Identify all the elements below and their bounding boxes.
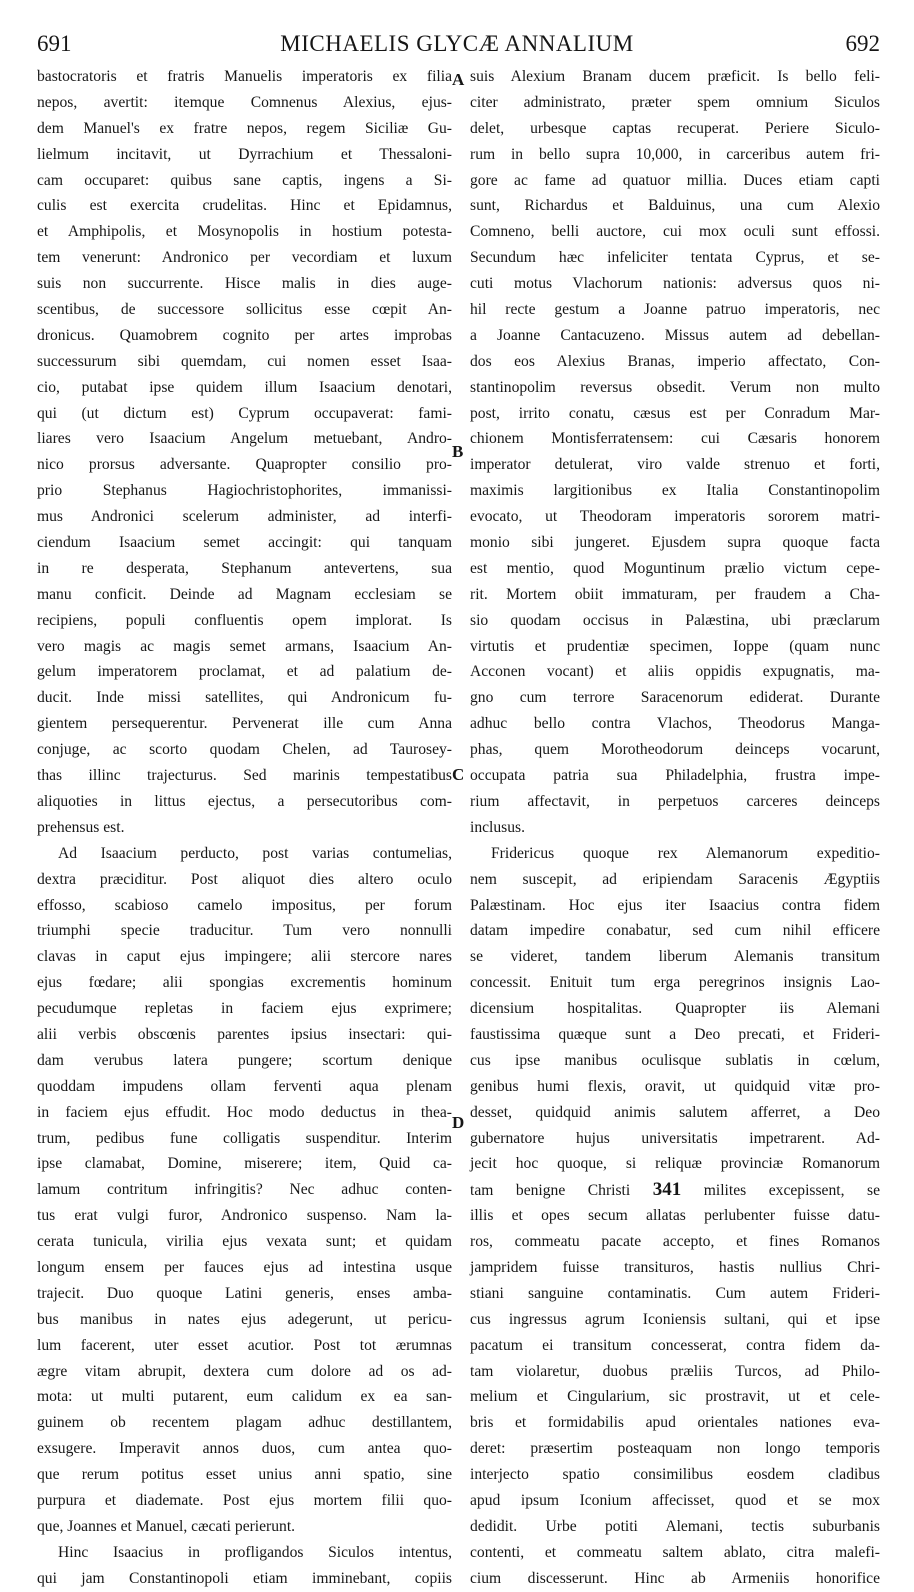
text-line: delet, urbesque captas recuperat. Periere Siculo- <box>470 119 880 137</box>
text-line: alii verbis obscœnis parentes ipsius insectari: qui- <box>37 1025 452 1043</box>
text-line: dextra præciditur. Post aliquot dies altero oculo <box>37 870 452 888</box>
text-line: manu conficit. Deinde ad Magnam ecclesiam se <box>37 585 452 603</box>
text-line: occupata patria sua Philadelphia, frustra impe- <box>470 767 880 785</box>
text-line: lielmum incitavit, ut Dyrrachium et Thessaloni- <box>37 145 452 163</box>
text-line: datam impedire conabatur, sed cum nihil efficere <box>470 922 880 940</box>
text-line: inclusus. <box>470 818 526 836</box>
text-line: desset, quidquid animis salutem afferret, a Deo <box>470 1103 880 1121</box>
text-line: bus manibus in nates ejus adegerunt, ut pericu- <box>37 1310 452 1328</box>
text-line: deret: præsertim posteaquam non longo temporis <box>470 1440 880 1458</box>
text-line: ducit. Inde missi satellites, qui Andronicum fu- <box>37 689 452 707</box>
text-line: contenti, et commeatu saltem ablato, citra malefi- <box>470 1543 880 1561</box>
text-line: stiani sanguine contaminatis. Cum autem Frideri- <box>470 1284 880 1302</box>
text-line: maximis largitionibus ex Italia Constantinopolim <box>470 482 880 500</box>
text-line: phas, quem Morotheodorum deinceps vocarunt, <box>470 741 880 759</box>
text-line: stantinopolim reversus obsedit. Verum non multo <box>470 378 880 396</box>
text-line: Palæstinam. Hoc ejus iter Isaacius contra fidem <box>470 896 880 914</box>
text-line: dos eos Alexius Branas, imperio affectato, Con- <box>470 352 880 370</box>
text-line: cerata tunicula, virilia ejus vexata sunt; et quidam <box>37 1233 452 1251</box>
right-column <box>470 64 880 1592</box>
text-line: cio, putabat ipse quidem illum Isaacium denotari, <box>37 378 452 396</box>
text-line: rum in bello supra 10,000, in carceribus autem fri- <box>470 145 880 163</box>
text-line: culis est exercita crudelitas. Hinc et Epidamnus, <box>37 197 452 215</box>
text-line: exsugere. Imperavit annos duos, cum antea quo- <box>37 1440 452 1458</box>
text-line: ipse clamabat, Domine, miserere; item, Quid ca- <box>37 1155 452 1173</box>
line-text: tam benigne Christi <box>470 1182 631 1200</box>
line-text-tail: milites excepissent, se <box>703 1182 881 1200</box>
text-line: est mentio, quod Moguntinum prælio victum cepe- <box>470 559 880 577</box>
text-line: imperator detulerat, viro valde strenuo et forti, <box>470 456 880 474</box>
text-line: successurum sibi quemdam, cui nomen esset Isaa- <box>37 352 452 370</box>
text-line: illis et opes secum allatas perlubenter fuisse datu- <box>470 1207 880 1225</box>
text-line: lum facerent, uter esset acutior. Post tot ærumnas <box>37 1336 452 1354</box>
text-line: clavas in caput ejus impingere; alii stercore nares <box>37 948 452 966</box>
text-line: gientem persequerentur. Pervenerat ille cum Anna <box>37 715 452 733</box>
text-line: chionem Montisferratensem: cui Cæsaris honorem <box>470 430 880 448</box>
text-line: suis non succurrente. Hisce malis in dies auge- <box>37 275 452 293</box>
text-line: evocato, ut Theodoram imperatoris sororem matri- <box>470 508 880 526</box>
text-line: trajecit. Duo quoque Latini generis, enses amba- <box>37 1284 452 1302</box>
text-line: lamum contritum infringitis? Nec adhuc conten- <box>37 1181 452 1199</box>
text-line: sio quodam occisus in Palæstina, ubi præclarum <box>470 611 880 629</box>
text-line: apud ipsum Iconium affecisset, quod et se mox <box>470 1491 880 1509</box>
text-line: ejus fœdare; alii spongias excrementis hominum <box>37 974 452 992</box>
text-line: jampridem fuisse transituros, hastis nullius Chri- <box>470 1258 880 1276</box>
page-number-left: 691 <box>37 31 72 56</box>
text-line: nem suscepit, ad eripiendam Saracenis Ægyptiis <box>470 870 880 888</box>
running-title: MICHAELIS GLYCÆ ANNALIUM <box>280 31 634 56</box>
text-line: recipiens, populi confluentis opem implorat. Is <box>37 611 452 629</box>
text-line: dronicus. Quamobrem cognito per artes improbas <box>37 326 452 344</box>
text-line: cam occuparet: quibus sane captis, ingens a Si- <box>37 171 452 189</box>
text-line: faustissima quæque sunt a Deo precati, et Frideri- <box>470 1025 880 1043</box>
margin-marker-d: D <box>452 1113 465 1132</box>
text-line: longum ensem per fauces ejus ad intestina usque <box>37 1258 452 1276</box>
text-line: Ad Isaacium perducto, post varias contumelias, <box>58 844 452 862</box>
left-column <box>37 64 452 1592</box>
text-line: genibus humi flexis, oravit, ut quidquid vitæ pro- <box>470 1077 880 1095</box>
text-line: sunt, Richardus et Balduinus, una cum Alexio <box>470 197 880 215</box>
text-line: cium discesserunt. Hinc ab Armeniis honorifice <box>470 1569 880 1587</box>
text-line <box>470 1177 880 1203</box>
text-line: Hinc Isaacius in profligandos Siculos intentus, <box>58 1543 452 1561</box>
text-line: pacatum ei transitum concesserat, contra fidem da- <box>470 1336 880 1354</box>
text-line: virtutis et prudentiæ specimen, Ioppe (quam nunc <box>470 637 880 655</box>
text-line: vero magis ac magis semet armans, Isaacium An- <box>37 637 452 655</box>
text-line: tem venerunt: Andronico per vecordiam et luxum <box>37 249 452 267</box>
text-line: triumphi specie traducitur. Tum vero nonnulli <box>37 922 452 940</box>
text-line: cus ingressus agrum Iconiensis sultani, qui et ipse <box>470 1310 880 1328</box>
text-line: jecit hoc quoque, si reliquæ provinciæ Romanorum <box>470 1155 880 1173</box>
text-line: thas illinc trajecturus. Sed marinis tempestatibus <box>37 767 452 785</box>
text-line: que, Joannes et Manuel, cæcati perierunt. <box>37 1517 296 1535</box>
text-line: ros, commeatu pacate accepto, et fines Romanos <box>470 1233 880 1251</box>
text-line: hil recte gestum a Joanne patruo imperatoris, nec <box>470 301 880 319</box>
text-line: tam violaretur, duobus præliis Turcos, ad Philo- <box>470 1362 880 1380</box>
text-line: dedidit. Urbe potiti Alemani, tectis suburbanis <box>470 1517 880 1535</box>
text-line: melium et Cingularium, sic prostravit, ut et cele- <box>470 1388 880 1406</box>
text-line: trum, pedibus fune colligatis suspenditur. Interim <box>37 1129 452 1147</box>
text-line: prio Stephanus Hagiochristophorites, immanissi- <box>37 482 452 500</box>
text-line: concessit. Enituit tum erga peregrinos insignis Lao- <box>470 974 880 992</box>
text-line: dem Manuel's ex fratre nepos, regem Siciliæ Gu- <box>37 119 452 137</box>
text-line: qui (ut dictum est) Cyprum occupaverat: fami- <box>37 404 452 422</box>
text-line: nico prorsus adversante. Quapropter consilio pro- <box>37 456 452 474</box>
text-line: gore ac fame ad quatuor millia. Duces etiam capti <box>470 171 880 189</box>
text-line: ægre vitam abrupit, dextera cum dolore ad os ad- <box>37 1362 452 1380</box>
text-line: in re desperata, Stephanum antevertens, sua <box>37 559 452 577</box>
text-line: purpura et diademate. Post ejus mortem filii quo- <box>37 1491 452 1509</box>
text-line: aliquoties in littus ejectus, a persecutoribus com- <box>37 792 452 810</box>
text-line: cus ipse manibus oculisque sublatis in cœlum, <box>470 1051 880 1069</box>
text-line: rit. Mortem obiit immaturam, per fraudem a Cha- <box>470 585 880 603</box>
text-line: Fridericus quoque rex Alemanorum expeditio- <box>491 844 880 862</box>
text-line: dam verubus latera pungere; scortum denique <box>37 1051 452 1069</box>
text-line: in faciem ejus effudit. Hoc modo deductus in thea- <box>37 1103 452 1121</box>
text-line: bastocratoris et fratris Manuelis imperatoris ex filia <box>37 68 452 85</box>
text-line: se videret, tandem liberum Alemanis transitum <box>470 948 880 966</box>
text-line: citer administrato, præter spem omnium Siculos <box>470 93 880 111</box>
text-line: gno cum terrore Saracenorum ediderat. Durante <box>470 689 880 707</box>
text-line: conjuge, ac scorto quodam Chelen, ad Taurosey- <box>37 741 452 759</box>
running-header <box>0 0 914 62</box>
text-line: rium affectavit, in perpetuos carceres deinceps <box>470 792 880 810</box>
text-line: interjecto spatio consimilibus eosdem cladibus <box>470 1466 880 1484</box>
text-line: tus erat vulgi furor, Andronico suspenso. Nam la- <box>37 1207 452 1225</box>
text-line: guinem ob recentem plagam adhuc destillantem, <box>37 1414 452 1432</box>
text-line: quoddam impudens ollam ferventi aqua plenam <box>37 1077 452 1095</box>
text-line: scentibus, de successore sollicitus esse cœpit An- <box>37 301 452 319</box>
text-line: liares vero Isaacium Angelum metuebant, Andro- <box>37 430 452 448</box>
text-line: qui jam Constantinopoli etiam imminebant, copiis <box>37 1569 452 1587</box>
text-line: mus Andronici scelerum administer, ad interfi- <box>37 508 452 526</box>
text-line: cuti motus Vlachorum nationis: adversus quos ni- <box>470 275 880 293</box>
text-line: post, irrito conatu, cæsus est per Conradum Mar- <box>470 404 880 422</box>
text-line: ciendum Isaacium semet accingit: qui tanquam <box>37 534 452 552</box>
margin-marker-b: B <box>452 442 464 461</box>
text-line: Acconen vocant) et aliis oppidis expugnatis, ma- <box>470 663 880 681</box>
text-line: gubernatore hujus universitatis impetrarent. Ad- <box>470 1129 880 1147</box>
margin-marker-c: C <box>452 765 465 784</box>
text-line: et Amphipolis, et Mosynopolis in hostium potesta- <box>37 223 452 241</box>
text-line: mota: ut multi putarent, eum calidum ex ea san- <box>37 1388 452 1406</box>
text-line: prehensus est. <box>37 818 125 836</box>
text-line: effosso, scabioso camelo impositus, per forum <box>37 896 452 914</box>
text-line: monio sibi jungeret. Ejusdem supra quoque facta <box>470 534 880 552</box>
text-line: adhuc bello contra Vlachos, Theodorus Manga- <box>470 715 880 733</box>
text-line: gelum imperatorem proclamat, et ad palatium de- <box>37 663 452 681</box>
text-line: pecudumque repletas in faciem ejus exprimere; <box>37 1000 452 1018</box>
text-line: suis Alexium Branam ducem præficit. Is bello feli- <box>470 68 880 85</box>
text-line: a Joanne Cantacuzeno. Missus autem ad debellan- <box>470 326 880 344</box>
text-line: Secundum hæc infeliciter tentata Cyprus, et se- <box>470 249 880 267</box>
inline-page-number: 341 <box>652 1179 682 1201</box>
page-number-right: 692 <box>845 31 880 56</box>
text-line: que rerum potitus esset unius anni spatio, sine <box>37 1466 452 1484</box>
margin-marker-a: A <box>452 70 465 89</box>
text-line: dicensium hospitalitas. Quapropter iis Alemani <box>470 1000 880 1018</box>
text-line: Comneno, belli auctore, cui mox oculi sunt effossi. <box>470 223 880 241</box>
text-line: bris et formidabilis apud orientales nationes eva- <box>470 1414 880 1432</box>
text-line: nepos, avertit: itemque Comnenus Alexius, ejus- <box>37 93 452 111</box>
